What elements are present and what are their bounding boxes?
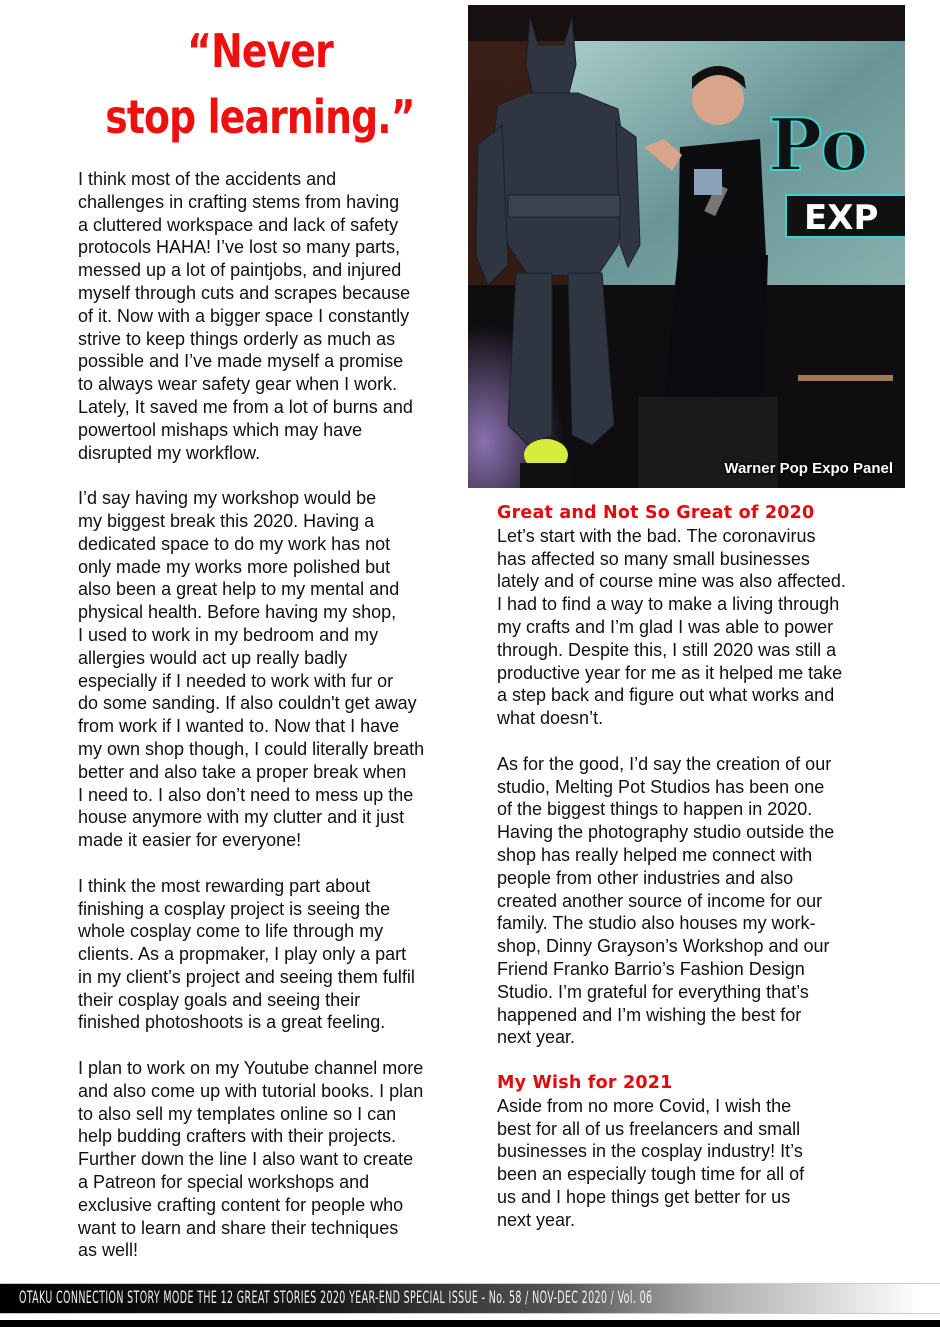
body-paragraph: I plan to work on my Youtube channel more and also come up with tutorial books. I plan to also sell my templates online so I can help budding crafters with their projects. Further down the line I also want to create a Patreon for special workshops and exclusive crafting content for people who want to learn and share their techniques as well! [78, 1058, 424, 1261]
pull-quote-line-2: stop learning.” [105, 90, 415, 144]
right-column [497, 502, 877, 1232]
sign-pop-text: Po [768, 102, 869, 187]
section-heading: My Wish for 2021 [497, 1072, 673, 1093]
section-heading: Great and Not So Great of 2020 [497, 503, 815, 523]
photo-caption: Warner Pop Expo Panel [724, 460, 893, 477]
sign-expo-text: EXP [804, 198, 879, 238]
footer-bar [0, 1283, 940, 1314]
body-paragraph: Aside from no more Covid, I wish the best for all of us freelancers and small businesses in the cosplay industry! It’s been an especially tough time for all of us and I hope things get better for us next year. [497, 1095, 805, 1230]
body-paragraph: I think most of the accidents and challenges in crafting stems from having a cluttered workspace and lack of safety protocols HAHA! I’ve lost so many parts, messed up a lot of paintjobs, and injured myself through cuts and scrapes because of it. Now with a bigger space I constantly strive to keep things orderly as much as possible and I’ve made myself a promise to always wear safety gear when I work. Lately, It saved me from a lot of burns and powertool mishaps which may have disrupted my workflow. [78, 169, 413, 463]
footer-issue-text: OTAKU CONNECTION STORY MODE THE 12 GREAT STORIES 2020 YEAR-END SPECIAL ISSUE - No. 58 / NOV-DEC 2020 / Vol. 06 [19, 1288, 653, 1308]
body-paragraph: I’d say having my workshop would be my biggest break this 2020. Having a dedicated space to do my work has not only made my works more polished but also been a great help to my mental and physical health. Before having my shop, I used to work in my bedroom and my allergies would act up really badly especially if I needed to work with fur or do some sanding. If also couldn't get away from work if I wanted to. Now that I have my own shop though, I could literally breath better and also take a proper break when I need to. I also don’t need to mess up the house anymore with my clutter and it just made it easier for everyone! [78, 488, 425, 851]
bottom-rule [0, 1320, 940, 1327]
pull-quote-line-1: “Never [187, 24, 333, 78]
photo-illustration [468, 5, 905, 488]
body-paragraph: As for the good, I’d say the creation of our studio, Melting Pot Studios has been one of the biggest things to happen in 2020. Having the photography studio outside the shop has really helped me connect with people from other industries and also created another source of income for our family. The studio also houses my work- shop, Dinny Grayson’s Workshop and our Friend Franko Barrio’s Fashion Design Studio. I’m grateful for everything that’s happened and I’m wishing the best for next year. [497, 753, 835, 1048]
event-photo [468, 5, 905, 488]
body-paragraph: I think the most rewarding part about finishing a cosplay project is seeing the whole cosplay come to life through my clients. As a propmaker, I play only a part in my client’s project and seeing them fulfil their cosplay goals and seeing their finished photoshoots is a great feeling. [78, 875, 415, 1033]
left-column [78, 168, 448, 1262]
pull-quote [96, 18, 424, 150]
body-paragraph: Let’s start with the bad. The coronavirus has affected so many small businesses lately and of course mine was also affected. I had to find a way to make a living through my crafts and I’m glad I was able to power through. Despite this, I still 2020 was still a productive year for me as it helped me take a step back and figure out what works and what doesn’t. [497, 525, 846, 729]
